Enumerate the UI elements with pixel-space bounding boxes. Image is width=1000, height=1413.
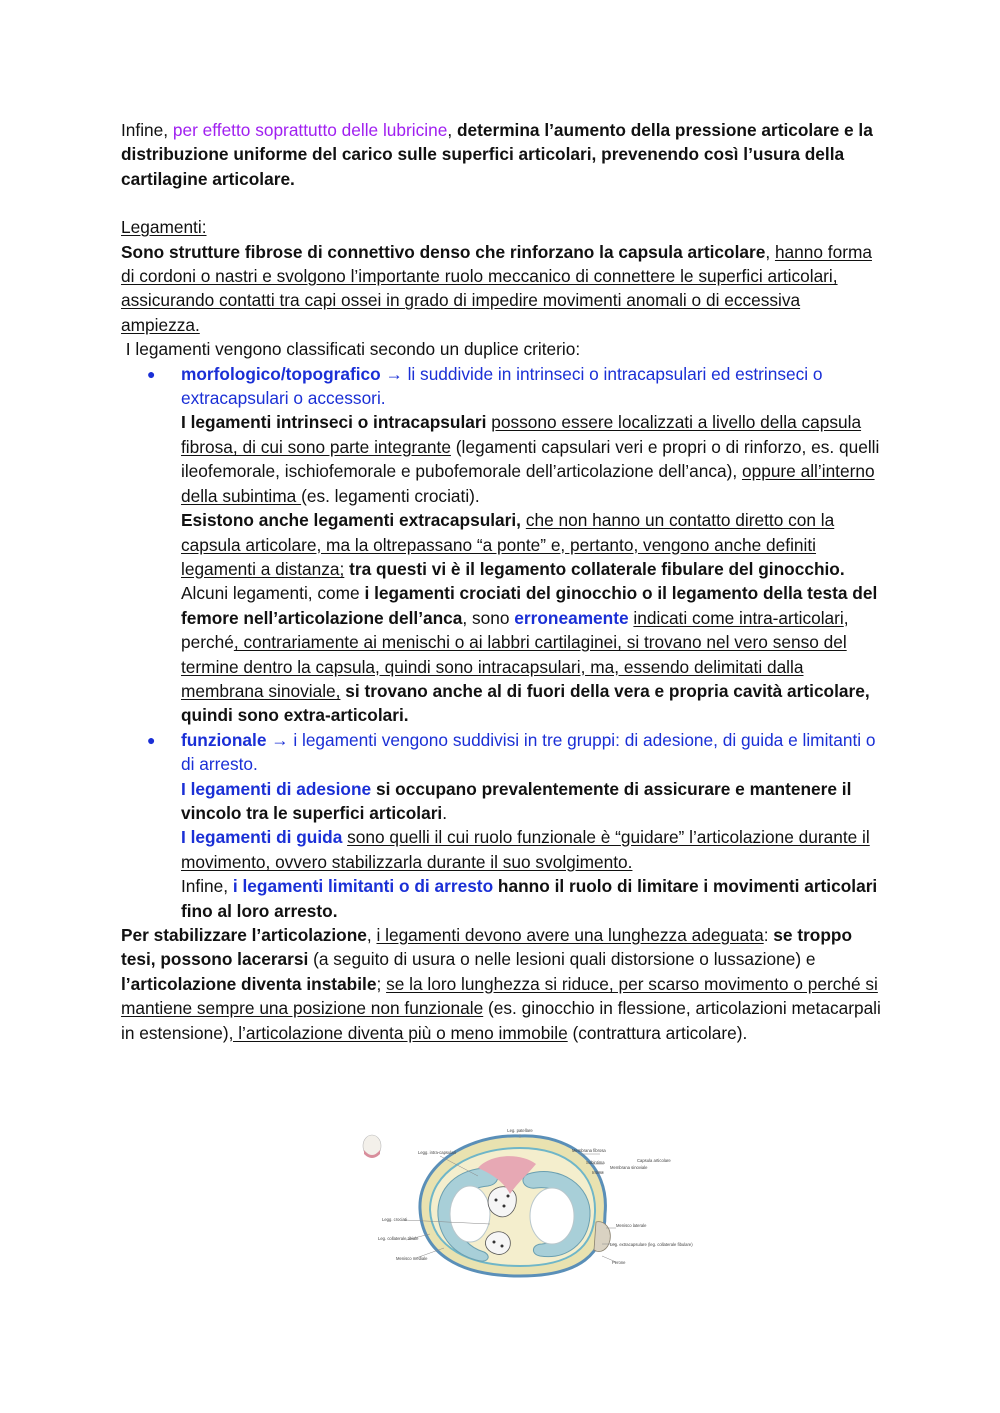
paragraph-criteria: I legamenti vengono classificati secondo un duplice criterio: bbox=[121, 339, 581, 360]
label-collaterale-tibiale: Leg. collaterale tibiale bbox=[378, 1236, 419, 1241]
label-patellar: Leg. patellare bbox=[507, 1128, 533, 1133]
label-extracapsulare: Leg. extracapsulare (leg. collaterale fibulare) bbox=[610, 1242, 693, 1247]
label-intima: Intima bbox=[592, 1170, 604, 1175]
label-menisco-laterale: Menisco laterale bbox=[616, 1223, 647, 1228]
criteria-list bbox=[121, 362, 881, 923]
paragraph-stability: Per stabilizzare l’articolazione, i legamenti devono avere una lunghezza adeguata: se troppo tesi, possono lacerarsi (a seguito di usura o nelle lesioni quali distorsione o lussazione) e l’articolazione diventa instabile; se la loro lunghezza si riduce, per scarso movimento o perché si mantiene sempre una posizione non funzionale (es. ginocchio in flessione, articolazioni metacarpali in estensione), l’articolazione diventa più o meno immobile (contrattura articolare). bbox=[121, 925, 881, 1043]
label-menisco-mediale: Menisco mediale bbox=[396, 1256, 428, 1261]
document-body bbox=[121, 118, 881, 1045]
label-membrana-sinoviale: Membrana sinoviale bbox=[610, 1165, 648, 1170]
highlight-purple: per effetto soprattutto delle lubricine bbox=[172, 120, 448, 140]
list-item: ● funzionale → i legamenti vengono suddivisi in tre gruppi: di adesione, di guida e limitanti o di arresto. I legamenti di adesione si occupano prevalentemente di assicurare e mantenere il vincolo tra le superfici articolari. I legamenti di guida sono quelli il cui ruolo funzionale è “guidare” l’articolazione durante il movimento, ovvero stabilizzarla durante il suo svolgimento. Infine, i legamenti limitanti o di arresto hanno il ruolo di limitare i movimenti articolari fino al loro arresto. bbox=[147, 729, 878, 921]
label-intracapsular: Legg. intra-capsulari bbox=[418, 1150, 456, 1155]
label-subintima: Subintima bbox=[586, 1160, 605, 1165]
paragraph-lubricine: Infine, per effetto soprattutto delle lubricine, determina l’aumento della pressione articolare e la distribuzione uniforme del carico sulle superfici articolari, prevenendo così l’usura della cartilagine articolare. bbox=[121, 120, 873, 189]
section-heading: Legamenti: bbox=[121, 217, 207, 238]
paragraph-definition: Sono strutture fibrose di connettivo denso che rinforzano la capsula articolare, hanno forma di cordoni o nastri e svolgono l’importante ruolo meccanico di connettere le superfici articolari, assicurando contatti tra capi ossei in grado di impedire movimenti anomali o di eccessiva ampiezza. bbox=[121, 241, 872, 335]
label-perone: Perone bbox=[612, 1260, 626, 1265]
label-membrana-fibrosa: Membrana fibrosa bbox=[572, 1148, 606, 1153]
label-capsula: Capsula articolare bbox=[637, 1158, 671, 1163]
list-item: ● morfologico/topografico → li suddivide in intrinseci o intracapsulari ed estrinseci o extracapsulari o accessori. I legamenti intrinseci o intracapsulari possono essere localizzati a livello della capsula fibrosa, di cui sono parte integrante (legamenti capsulari veri e propri o di rinforzo, es. quelli ileofemorale, ischiofemorale e pubofemorale dell’articolazione dell’anca), oppure all’interno della subintima (es. legamenti crociati). Esistono anche legamenti extracapsulari, che non hanno un contatto diretto con la capsula articolare, ma la oltrepassano “a ponte” e, pertanto, vengono anche definiti legamenti a distanza; tra questi vi è il legamento collaterale fibulare del ginocchio. Alcuni legamenti, come i legamenti crociati del ginocchio o il legamento della testa del femore nell’articolazione dell’anca, sono erroneamente indicati come intra-articolari, perché, contrariamente ai menischi o ai labbri cartilaginei, si trovano nel vero senso del termine dentro la capsula, quindi sono intracapsulari, ma, essendo delimitati dalla membrana sinoviale, si trovano anche al di fuori della vera e propria cavità articolare, quindi sono extra-articolari. bbox=[147, 363, 880, 726]
knee-joint-drawing bbox=[420, 1136, 610, 1276]
knee-cross-section-figure bbox=[360, 1124, 693, 1289]
label-crociati: Legg. crociati bbox=[382, 1217, 407, 1222]
bullet-icon: ● bbox=[147, 365, 156, 382]
knee-thumbnail-icon bbox=[363, 1135, 381, 1158]
bullet-icon: ● bbox=[147, 731, 156, 748]
